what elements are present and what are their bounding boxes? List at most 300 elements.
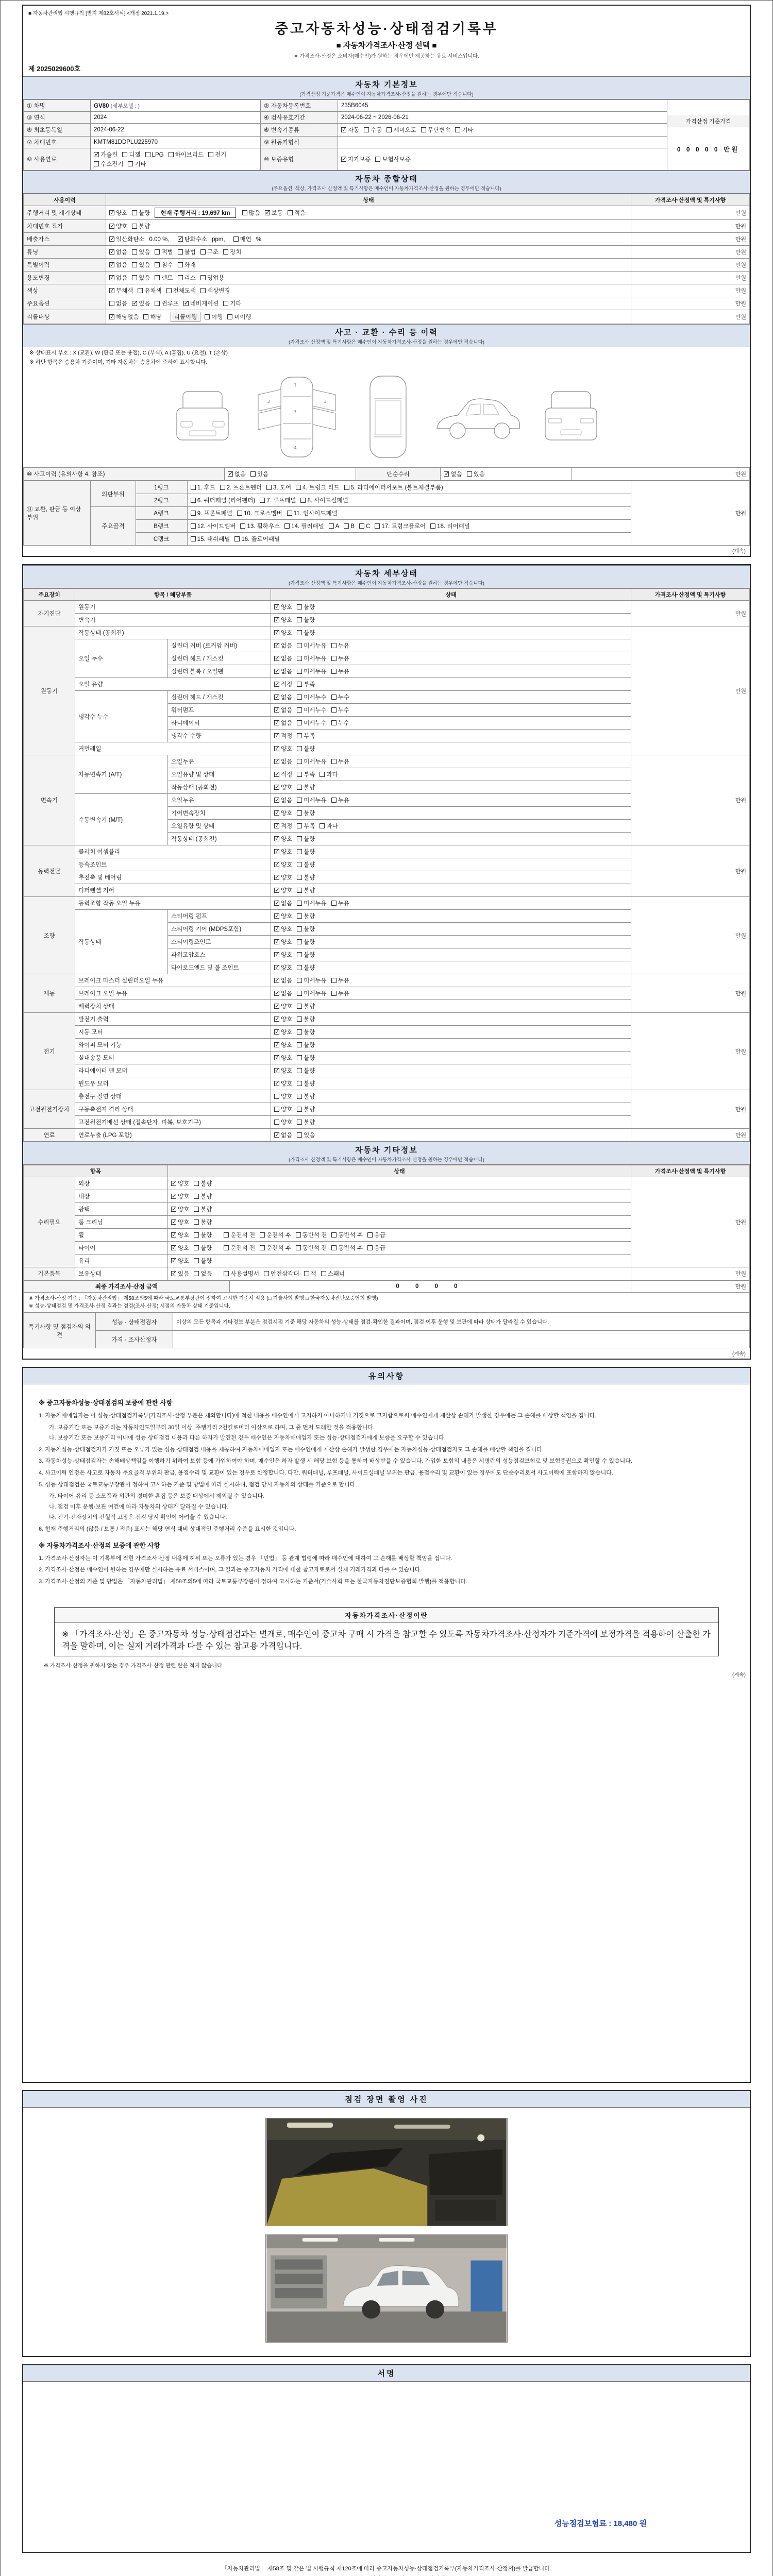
- checkbox-불량: 불량: [194, 1179, 212, 1188]
- car-side-view-diagram: [432, 387, 525, 447]
- checkbox-양호: ✓ 양호: [274, 1041, 292, 1049]
- checkbox-자동: ✓ 자동: [341, 126, 359, 134]
- checkbox-양호: ✓ 양호: [274, 963, 292, 972]
- unchecked-box-icon: [194, 1258, 199, 1263]
- detail-row: [24, 601, 750, 614]
- checkbox-없음: ✓ 없음: [274, 976, 292, 985]
- car-rear-view-diagram: [540, 387, 602, 447]
- item-name: 작동상태: [75, 910, 168, 974]
- checkbox-불량: 불량: [194, 1205, 212, 1213]
- misc-row: [24, 1177, 750, 1190]
- unchecked-box-icon: [287, 511, 292, 516]
- checkbox-양호: ✓ 양호: [274, 938, 292, 946]
- checked-box-icon: [274, 939, 279, 944]
- unchecked-box-icon: [234, 536, 240, 541]
- unchecked-box-icon: [297, 604, 302, 609]
- unchecked-box-icon: [200, 249, 206, 255]
- accident-history-row: [24, 468, 750, 481]
- checkbox-양호: 양호: [274, 1092, 292, 1100]
- accident-checks: [224, 468, 356, 481]
- inspection-photo-2: [265, 2234, 508, 2343]
- mileage-value: 현재 주행거리 : 19,697 km: [155, 208, 236, 218]
- car-front-view-diagram: [172, 387, 233, 447]
- svg-text:3: 3: [266, 399, 270, 404]
- checkbox-없음: ✓ 없음: [274, 989, 292, 997]
- unchecked-box-icon: [297, 1107, 302, 1112]
- device-name: 원동기: [24, 626, 75, 755]
- comp-row-state: [106, 297, 631, 310]
- misc-group-name: 기본품목: [24, 1267, 75, 1280]
- svg-text:7: 7: [293, 410, 297, 414]
- state-cell: [271, 987, 631, 1000]
- subitem-name: 오일누유: [168, 794, 271, 807]
- unchecked-box-icon: [297, 901, 302, 906]
- checkbox-불량: 불량: [297, 886, 315, 894]
- state-cell: [271, 1116, 631, 1129]
- checkbox-응급: 응급: [367, 1244, 385, 1252]
- simple-repair-label: 단순수리: [356, 468, 441, 481]
- comp-row-label: 차대번호 표기: [24, 220, 106, 233]
- opinion-row: [24, 1331, 750, 1348]
- column-header-use-history: 사용이력: [24, 194, 106, 206]
- checkbox-양호: ✓ 양호: [274, 886, 292, 894]
- checkbox-일산화탄소: ✓ 일산화탄소: [109, 235, 145, 243]
- state-cell: [271, 691, 631, 704]
- checked-box-icon: [274, 656, 279, 661]
- notice-subitem: 가. 타이어·유리 등 소모품과 외관의 경미한 흠집 등은 보증 대상에서 제외될 수 있습니다.: [49, 1493, 265, 1500]
- checkbox-기타: 기타: [223, 299, 241, 308]
- vehicle-name-label: ① 차명: [24, 100, 91, 112]
- unchecked-box-icon: [224, 1271, 229, 1276]
- checkbox-적정: ✓ 적정: [274, 770, 292, 778]
- checkbox-적법: 적법: [155, 248, 173, 256]
- checked-box-icon: [274, 823, 279, 828]
- item-name: 타이어: [75, 1242, 168, 1255]
- unchecked-box-icon: [128, 161, 133, 166]
- checked-box-icon: [171, 1194, 176, 1199]
- checked-box-icon: [274, 952, 279, 957]
- checked-box-icon: [274, 1004, 279, 1009]
- checkbox-불량: 불량: [297, 603, 315, 611]
- checkbox-많음: 많음: [242, 209, 260, 217]
- checkbox-운전석 전: 운전석 전: [224, 1244, 255, 1252]
- svg-text:3: 3: [323, 399, 327, 404]
- checkbox-없음: ✓ 없음: [444, 470, 462, 478]
- checkbox-썬루프: 썬루프: [155, 299, 178, 308]
- item-name: 충전구 절연 상태: [75, 1090, 271, 1103]
- unchecked-box-icon: [191, 523, 196, 529]
- checked-box-icon: [274, 1132, 279, 1138]
- unchecked-box-icon: [297, 888, 302, 893]
- detail-body: [24, 601, 750, 1142]
- block-detail-state: [22, 564, 751, 1360]
- comp-row: [24, 246, 750, 259]
- unchecked-box-icon: [297, 1055, 302, 1060]
- checkbox-불량: 불량: [297, 1105, 315, 1113]
- state-cell: [271, 897, 631, 910]
- detail-row: [24, 755, 750, 768]
- checked-box-icon: [171, 1181, 176, 1186]
- checked-box-icon: [109, 262, 114, 267]
- unchecked-box-icon: [132, 275, 137, 280]
- checkbox-없음: ✓ 없음: [109, 274, 127, 282]
- section-title: 자동차 기본정보: [355, 80, 418, 89]
- unchecked-box-icon: [329, 523, 334, 529]
- subitem-name: 파워고압호스: [168, 948, 271, 961]
- unchecked-box-icon: [331, 669, 337, 674]
- unchecked-box-icon: [194, 1245, 199, 1250]
- comp-row: [24, 220, 750, 233]
- unchecked-box-icon: [367, 1232, 373, 1238]
- checked-box-icon: [274, 617, 279, 622]
- unchecked-box-icon: [208, 152, 213, 157]
- checked-box-icon: [274, 630, 279, 635]
- transmission-options: [338, 124, 667, 137]
- final-price-row: [24, 1281, 750, 1293]
- notice-subitem: 나. 점검 이후 운행·보관 여건에 따라 자동차의 상태가 달라질 수 있습니다.: [49, 1503, 229, 1510]
- comp-row-label: 특별이력: [24, 259, 106, 272]
- unchecked-box-icon: [300, 498, 306, 503]
- unchecked-box-icon: [331, 978, 337, 983]
- checkbox-14. 필러패널: 14. 필러패널: [284, 522, 324, 530]
- unchecked-box-icon: [297, 1081, 302, 1086]
- comp-row-state: [106, 206, 631, 220]
- unchecked-box-icon: [344, 485, 349, 490]
- block-main-info: [22, 5, 751, 557]
- checkbox-양호: ✓ 양호: [171, 1244, 189, 1252]
- checkbox-불량: 불량: [132, 209, 150, 217]
- checked-box-icon: [274, 720, 279, 725]
- ranks-body: [24, 481, 750, 546]
- unchecked-box-icon: [191, 511, 196, 516]
- section-bar-comprehensive: [23, 171, 750, 194]
- unchecked-box-icon: [178, 275, 183, 280]
- inspector-opinion-text: 이상의 모든 항목과 기타정보 부분은 점검시점 기준 해당 자동차의 성능·상태를 점검·확인한 결과이며, 점검 이후 운행 및 보관에 따라 상태가 달라질 수 있습니다.: [173, 1313, 750, 1331]
- unchecked-box-icon: [109, 301, 114, 306]
- subitem-name: 스티어링조인트: [168, 936, 271, 948]
- checked-box-icon: [265, 210, 270, 215]
- comp-row: [24, 259, 750, 272]
- rank-name: 1랭크: [136, 481, 187, 494]
- comp-row-state: [106, 246, 631, 259]
- checkbox-보험사보증: 보험사보증: [375, 155, 411, 163]
- comp-row: [24, 297, 750, 310]
- checkbox-기타: 기타: [455, 126, 473, 134]
- svg-text:1: 1: [293, 383, 297, 387]
- state-cell: [271, 884, 631, 897]
- device-name: 동력전달: [24, 845, 75, 897]
- state-cell: [271, 936, 631, 948]
- checked-box-icon: [109, 275, 114, 280]
- device-name: 변속기: [24, 755, 75, 845]
- unchecked-box-icon: [297, 1120, 302, 1125]
- subitem-name: 실린더 헤드 / 개스킷: [168, 652, 271, 665]
- unchecked-box-icon: [297, 643, 302, 648]
- unchecked-box-icon: [132, 249, 137, 255]
- registration-number-value: 235B6045: [338, 100, 667, 112]
- unchecked-box-icon: [375, 523, 380, 529]
- subitem-name: 오일유량 및 상태: [168, 768, 271, 781]
- item-name: 시동 모터: [75, 1026, 271, 1039]
- checked-box-icon: [274, 785, 279, 790]
- price-cell: 만원: [631, 272, 750, 284]
- rank-group: 주요골격: [91, 507, 136, 546]
- checkbox-불량: 불량: [297, 1054, 315, 1062]
- notice-subitem: 다. 전기·전자장치의 간헐적 고장은 점검 당시 확인이 어려울 수 있습니다.: [49, 1514, 227, 1521]
- rank-items: [187, 520, 631, 533]
- unchecked-box-icon: [194, 1181, 199, 1186]
- checked-box-icon: [109, 236, 114, 242]
- state-cell: [271, 730, 631, 742]
- checkbox-양호: ✓ 양호: [171, 1257, 189, 1265]
- checkbox-불량: 불량: [297, 783, 315, 791]
- notice-subitem: 나. 보증기간 또는 보증거리 이내에 성능·상태점검 내용과 다른 하자가 발견된 경우 매수인은 자동차매매업자 또는 성능·상태점검자에게 보증을 요구할 수 있습니다.: [49, 1435, 446, 1442]
- checkbox-양호: ✓ 양호: [274, 951, 292, 959]
- state-cell: [168, 1242, 631, 1255]
- state-cell: [271, 820, 631, 833]
- checkbox-기타: 기타: [128, 160, 146, 168]
- state-mark-legend: ※ 상태표시 부호 : X (교환), W (판금 또는 용접), C (부식), A (흠집), U (요철), T (손상): [29, 350, 228, 356]
- unchecked-box-icon: [194, 1271, 199, 1276]
- checkbox-누유: 누유: [331, 654, 349, 663]
- checkbox-동반석 후: 동반석 후: [331, 1244, 363, 1252]
- unchecked-box-icon: [240, 523, 245, 529]
- unchecked-box-icon: [297, 733, 302, 738]
- checkbox-18. 리어패널: 18. 리어패널: [430, 522, 470, 530]
- checkbox-수동: 수동: [364, 126, 382, 134]
- checkbox-불량: 불량: [297, 860, 315, 869]
- state-cell: [271, 665, 631, 678]
- appraiser-role: 가격 · 조사산정자: [96, 1331, 173, 1348]
- comp-row: [24, 310, 750, 324]
- unchecked-box-icon: [250, 471, 256, 477]
- unchecked-box-icon: [122, 152, 127, 157]
- notice-item: 4. 사고이력 인정은 사고로 자동차 주요골격 부위의 판금, 용접수리 및 교환이 있는 경우로 한정합니다. 다만, 쿼터패널, 루프패널, 사이드실패널 부위는 판금, 용접수리 및 교환이 있는 경우에도 단순수리로서 사고이력에 포함하지 않습니다.: [39, 1469, 613, 1476]
- checked-box-icon: [109, 314, 114, 319]
- checked-box-icon: [274, 875, 279, 880]
- continued-mark: (계속): [732, 1351, 746, 1357]
- unchecked-box-icon: [331, 991, 337, 996]
- page-title: 중고자동차성능·상태점검기록부: [274, 21, 499, 37]
- checkbox-영업용: 영업용: [200, 274, 224, 282]
- unchecked-box-icon: [200, 288, 206, 293]
- first-registration-label: ⑤ 최초등록일: [24, 124, 91, 137]
- unchecked-box-icon: [194, 1194, 199, 1199]
- checkbox-4. 트렁크 리드: 4. 트렁크 리드: [296, 483, 340, 492]
- state-cell: [271, 910, 631, 923]
- checkbox-가솔린: ✓가솔린: [94, 150, 117, 159]
- checked-box-icon: [132, 301, 137, 306]
- section-bar-detail-state: [23, 565, 750, 588]
- comp-row-label: 주요옵션: [24, 297, 106, 310]
- checkbox-구조: 구조: [200, 248, 219, 256]
- item-name: 구동축전지 격리 상태: [75, 1103, 271, 1116]
- item-name: 룸 크리닝: [75, 1216, 168, 1229]
- item-name: 자동변속기 (A/T): [75, 755, 168, 794]
- comp-row-state: [106, 220, 631, 233]
- exchange-parts-label: ⑪ 교환, 판금 등 이상 부위: [24, 481, 91, 546]
- section-bar-accident-history: [23, 324, 750, 347]
- rank-name: C랭크: [136, 533, 187, 546]
- unchecked-box-icon: [178, 262, 183, 267]
- unchecked-box-icon: [220, 485, 225, 490]
- checkbox-없음: ✓ 없음: [274, 1131, 292, 1139]
- unchecked-box-icon: [297, 1094, 302, 1099]
- item-name: 유리: [75, 1255, 168, 1267]
- device-name: 고전원전기장치: [24, 1090, 75, 1129]
- checkbox-양호: ✓ 양호: [171, 1231, 189, 1239]
- definition-box-text: ※ 「가격조사·산정」은 중고자동차 성능·상태점검과는 별개로, 매수인이 중고차 구매 시 가격을 참고할 수 있도록 자동차가격조사·산정자가 기준가격에 보정가격을 적용하여 산출한 가격을 말하며, 이는 실제 거래가격과 다를 수 있는 참고용 가격입니다.: [62, 1630, 711, 1651]
- comp-row: [24, 284, 750, 297]
- checkbox-양호: ✓ 양호: [274, 835, 292, 843]
- subitem-name: 실린더 블록 / 오일팬: [168, 665, 271, 678]
- unchecked-box-icon: [132, 224, 137, 229]
- unchecked-box-icon: [260, 498, 265, 503]
- checkbox-있음: 있음: [297, 1131, 315, 1139]
- checkbox-불량: 불량: [297, 1015, 315, 1023]
- unchecked-box-icon: [297, 798, 302, 803]
- warranty-type-label: ⑩ 보증유형: [261, 148, 338, 171]
- unchecked-box-icon: [331, 759, 337, 764]
- item-name: 동력조향 작동 오일 누유: [75, 897, 271, 910]
- block-notices: [22, 1367, 751, 2083]
- checkbox-사용설명서: 사용설명서: [224, 1269, 259, 1278]
- opinion-row: [24, 1313, 750, 1331]
- checkbox-이행: 이행: [205, 313, 223, 321]
- checkbox-누유: 누유: [331, 667, 349, 675]
- checkbox-누유: 누유: [331, 796, 349, 804]
- checkbox-3. 도어: 3. 도어: [266, 483, 291, 492]
- checkbox-A: A: [329, 523, 340, 530]
- checkbox-없음: ✓ 없음: [109, 248, 127, 256]
- checkbox-불량: 불량: [297, 744, 315, 753]
- checkbox-부족: 부족: [297, 680, 315, 688]
- checked-box-icon: [274, 669, 279, 674]
- price-cell: 만원: [631, 755, 750, 845]
- state-cell: [271, 704, 631, 717]
- checkbox-없음: ✓ 없음: [274, 667, 292, 675]
- inspection-photo-1: [265, 2118, 508, 2226]
- checked-box-icon: [274, 1042, 279, 1047]
- unchecked-box-icon: [297, 694, 302, 700]
- detail-row: [24, 974, 750, 987]
- price-cell: 만원: [631, 220, 750, 233]
- state-cell: [271, 717, 631, 730]
- checkbox-미이행: 미이행: [227, 313, 251, 321]
- checked-box-icon: [274, 798, 279, 803]
- state-cell: [271, 833, 631, 845]
- unchecked-box-icon: [297, 1132, 302, 1138]
- price-cell: 만원: [631, 974, 750, 1013]
- checkbox-과다: 과다: [320, 822, 338, 830]
- checkbox-있음: ✓ 있음: [132, 299, 150, 308]
- checkbox-양호: ✓ 양호: [274, 1028, 292, 1036]
- rank-name: A랭크: [136, 507, 187, 520]
- unchecked-box-icon: [237, 511, 242, 516]
- checkbox-장치: 장치: [223, 248, 241, 256]
- checkbox-10. 크로스멤버: 10. 크로스멤버: [237, 509, 282, 517]
- checkbox-불량: 불량: [194, 1257, 212, 1265]
- checkbox-양호: ✓ 양호: [274, 860, 292, 869]
- unchecked-box-icon: [166, 288, 172, 293]
- unchecked-box-icon: [331, 798, 337, 803]
- checkbox-적정: ✓ 적정: [274, 680, 292, 688]
- checkbox-과다: 과다: [320, 770, 338, 778]
- state-cell: [271, 1000, 631, 1013]
- state-cell: [271, 614, 631, 626]
- continued-mark: (계속): [732, 549, 746, 554]
- checkbox-1. 후드: 1. 후드: [191, 483, 215, 492]
- checkbox-운전석 전: 운전석 전: [224, 1231, 255, 1239]
- basic-info-table: [23, 99, 750, 171]
- state-cell: [271, 1129, 631, 1142]
- checked-box-icon: [171, 1232, 176, 1238]
- vehicle-submodel: (세부모델 : ): [110, 103, 140, 109]
- comp-row-label: 주행거리 및 계기상태: [24, 206, 106, 220]
- checkbox-C: C: [359, 523, 370, 530]
- column-header-state: 상태: [271, 589, 631, 601]
- checkbox-누수: 누수: [331, 706, 349, 714]
- unchecked-box-icon: [194, 1207, 199, 1212]
- unchecked-box-icon: [297, 785, 302, 790]
- vin-value: KMTM81DDPLU225970: [91, 137, 261, 148]
- comp-row-state: [106, 284, 631, 297]
- notice-item: 2. 가격조사·산정은 매수인이 원하는 경우에만 실시하는 유료 서비스이며, 그 결과는 중고자동차 가격에 대한 참고자료로서 실제 거래가격과 다를 수 있습니다.: [39, 1567, 422, 1573]
- unchecked-box-icon: [344, 523, 349, 529]
- form-regulation-note: ■ 자동차관리법 시행규칙 [별지 제82호서식] <개정 2021.1.19.>: [28, 11, 169, 16]
- unchecked-box-icon: [296, 1245, 301, 1250]
- notice-item: 5. 성능·상태점검은 국토교통부장관이 정하여 고시하는 기준 및 방법에 따라 실시하며, 점검 당시 자동차의 상태를 기준으로 합니다.: [39, 1481, 357, 1488]
- checkbox-무단변속: 무단변속: [421, 126, 450, 134]
- checkbox-누수: 누수: [331, 693, 349, 701]
- state-cell: [271, 923, 631, 936]
- checkbox-양호: ✓ 양호: [274, 603, 292, 611]
- rank-group: 외판부위: [91, 481, 136, 507]
- state-cell: [271, 678, 631, 691]
- state-cell: [271, 1090, 631, 1103]
- checkbox-8. 사이드실패널: 8. 사이드실패널: [300, 496, 348, 504]
- state-cell: [271, 639, 631, 652]
- rank-name: B랭크: [136, 520, 187, 533]
- price-cell: 만원: [631, 1090, 750, 1129]
- unchecked-box-icon: [331, 1232, 337, 1238]
- checkbox-양호: ✓ 양호: [274, 873, 292, 882]
- unchecked-box-icon: [297, 836, 302, 841]
- unchecked-box-icon: [297, 952, 302, 957]
- checkbox-없음: ✓ 없음: [274, 641, 292, 650]
- exchange-panel-table: [23, 481, 750, 546]
- unchecked-box-icon: [386, 127, 392, 132]
- item-name: 오일 누수: [75, 639, 168, 678]
- unchecked-box-icon: [191, 498, 196, 503]
- detail-row: [24, 845, 750, 858]
- checkbox-5. 라디에이터서포트 (볼트체결부품): 5. 라디에이터서포트 (볼트체결부품): [344, 483, 443, 492]
- price-cell: 만원: [631, 601, 750, 626]
- unchecked-box-icon: [260, 1232, 265, 1238]
- item-name: 브레이크 마스터 실린더오일 누유: [75, 974, 271, 987]
- unchecked-box-icon: [304, 1271, 309, 1276]
- unchecked-box-icon: [297, 720, 302, 725]
- checkbox-없음: 없음: [109, 299, 127, 308]
- unchecked-box-icon: [145, 152, 150, 157]
- inspector-opinion-table: [23, 1313, 750, 1348]
- item-name: 원동기: [75, 601, 271, 614]
- comp-row-state: [106, 259, 631, 272]
- state-cell: [271, 974, 631, 987]
- item-name: 커먼레일: [75, 742, 271, 755]
- price-cell: 만원: [631, 233, 750, 246]
- notice-item: 2. 자동차성능·상태점검자가 거짓 또는 오류가 있는 성능·상태점검 내용을 제공하여 자동차매매업자 또는 매수인에게 재산상 손해가 발생한 경우에는 자동차성능·상태점검자도 그 손해를 배상할 책임을 집니다.: [39, 1446, 544, 1453]
